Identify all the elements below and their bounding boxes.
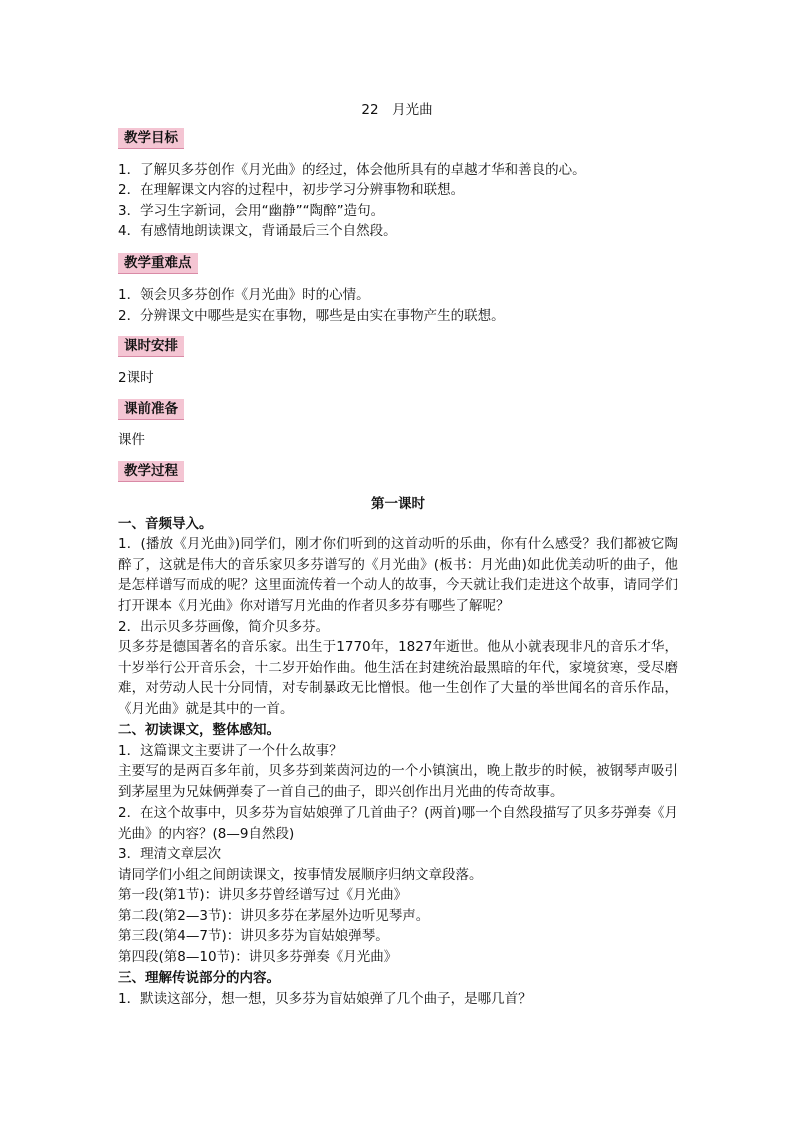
question: 2．在这个故事中，贝多芬为盲姑娘弹了几首曲子？(两首)哪一个自然段描写了贝多芬弹奏《月光曲》的内容？(8—9自然段) (118, 805, 678, 842)
lesson-heading: 第一课时 (371, 496, 425, 512)
goal-item: 3．学习生字新词，会用“幽静”“陶醉”造句。 (118, 203, 385, 219)
section-label-process: 教学过程 (118, 461, 184, 482)
goal-item: 2．在理解课文内容的过程中，初步学习分辨事物和联想。 (118, 182, 465, 198)
section-label-preparation: 课前准备 (118, 399, 184, 420)
paragraph: 请同学们小组之间朗读课文，按事情发展顺序归纳文章段落。 (118, 867, 483, 883)
key-point-item: 1．领会贝多芬创作《月光曲》时的心情。 (118, 287, 370, 303)
section-label-goals: 教学目标 (118, 128, 184, 149)
paragraph: 主要写的是两百多年前，贝多芬到莱茵河边的一个小镇演出，晚上散步的时候，被钢琴声吸引到茅屋里为兄妹俩弹奏了一首自己的曲子，即兴创作出月光曲的传奇故事。 (118, 763, 678, 800)
key-point-item: 2．分辨课文中哪些是实在事物，哪些是由实在事物产生的联想。 (118, 308, 505, 324)
segment-item: 第三段(第4—7节)：讲贝多芬为盲姑娘弹琴。 (118, 928, 389, 944)
segment-item: 第四段(第8—10节)：讲贝多芬弹奏《月光曲》 (118, 949, 398, 965)
section-label-schedule: 课时安排 (118, 336, 184, 357)
goal-item: 1．了解贝多芬创作《月光曲》的经过，体会他所具有的卓越才华和善良的心。 (118, 162, 586, 178)
question: 3．理清文章层次 (118, 846, 222, 862)
paragraph: 2．出示贝多芬画像，简介贝多芬。 (118, 619, 330, 635)
part-heading: 二、初读课文，整体感知。 (118, 722, 280, 738)
question: 1．这篇课文主要讲了一个什么故事？ (118, 743, 343, 759)
section-label-key-points: 教学重难点 (118, 253, 198, 274)
preparation-text: 课件 (118, 432, 145, 448)
part-heading: 三、理解传说部分的内容。 (118, 970, 280, 986)
goal-item: 4．有感情地朗读课文，背诵最后三个自然段。 (118, 223, 397, 239)
segment-item: 第二段(第2—3节)：讲贝多芬在茅屋外边听见琴声。 (118, 908, 430, 924)
part-heading: 一、音频导入。 (118, 516, 213, 532)
page-title: 22 月光曲 (361, 102, 433, 118)
paragraph: 1．(播放《月光曲》)同学们，刚才你们听到的这首动听的乐曲，你有什么感受？我们都被它陶醉了，这就是伟大的音乐家贝多芬谱写的《月光曲》(板书：月光曲)如此优美动听的曲子，他是怎样谱写而成的呢？这里面流传着一个动人的故事，今天就让我们走进这个故事，请同学们打开课本《月光曲》你对谱写月光曲的作者贝多芬有哪些了解呢？ (118, 536, 678, 614)
question: 1．默读这部分，想一想，贝多芬为盲姑娘弹了几个曲子，是哪几首？ (118, 991, 532, 1007)
paragraph: 贝多芬是德国著名的音乐家。出生于1770年，1827年逝世。他从小就表现非凡的音乐才华，十岁举行公开音乐会，十二岁开始作曲。他生活在封建统治最黑暗的年代，家境贫寒，受尽磨难，对劳动人民十分同情，对专制暴政无比憎恨。他一生创作了大量的举世闻名的音乐作品，《月光曲》就是其中的一首。 (118, 639, 678, 717)
schedule-text: 2课时 (118, 370, 154, 386)
segment-item: 第一段(第1节)：讲贝多芬曾经谱写过《月光曲》 (118, 887, 408, 903)
